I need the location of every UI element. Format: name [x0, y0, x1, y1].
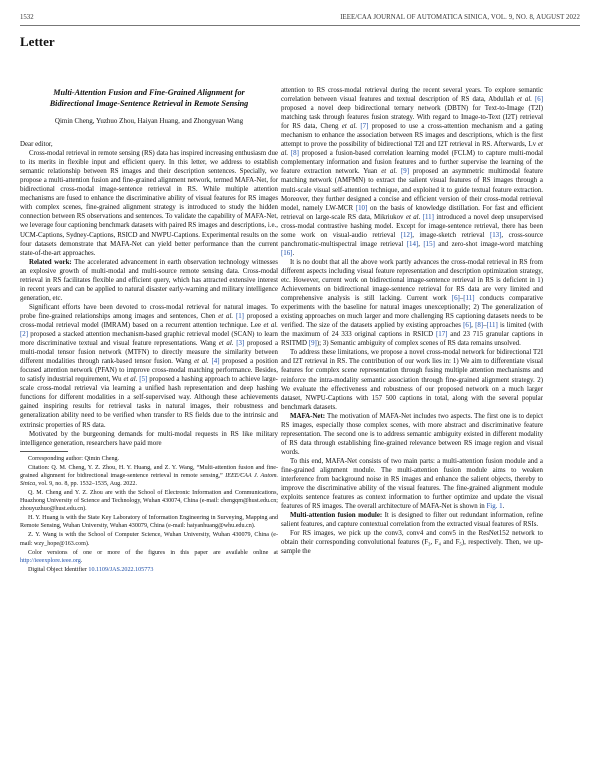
- text-span: proposed to use a cross-attention mechanism and a gating mechanism to enhance the association between RS images and descriptions, which is the first attempt to prove the possibility of bidirectional T2I and I2T retrieval in RS. Afterwards, Lv: [281, 123, 543, 149]
- fusion-module-heading: Multi-attention fusion module:: [290, 512, 383, 520]
- text-span: ,: [418, 240, 420, 248]
- journal-header: IEEE/CAA JOURNAL OF AUTOMATICA SINICA, VOL. 9, NO. 8, AUGUST 2022: [340, 14, 580, 21]
- citation-link[interactable]: [10]: [355, 204, 368, 212]
- left-column: [20, 86, 278, 766]
- text-span: proposed a stacked attention mechanism-based graphic retrieval model (SCAN) to learn more discriminative textual and visual feature representations. Wang: [20, 331, 278, 348]
- citation-link[interactable]: [15]: [423, 240, 435, 248]
- page-number: 1532: [20, 14, 34, 21]
- doi-note: [20, 566, 278, 574]
- citation-link[interactable]: [6]: [463, 322, 472, 330]
- citation-link[interactable]: [11]: [422, 213, 434, 221]
- citation-link[interactable]: [9]: [400, 168, 410, 176]
- text-span: –: [483, 322, 487, 330]
- text-span: Significant efforts have been devoted to cross-modal retrieval for natural images. To probe fine-grained relationships among images and sentences, Chen: [20, 303, 278, 320]
- text-span: .: [292, 249, 295, 257]
- affiliation-note-3: Z. Y. Wang is with the School of Computer Science, Wuhan University, Wuhan 430079, China (e-mail: wzy_hope@163.com).: [20, 532, 278, 547]
- text-span: proposed a cross-modal retrieval model (IMRAM) based on a recurrent attention technique. Lee: [20, 312, 278, 329]
- text-span: is limited (with the maximum of 24 333 original captions in RSICD: [281, 322, 543, 339]
- text-span: Citation: Q. M. Cheng, Y. Z. Zhou, H. Y. Huang, and Z. Y. Wang, “Multi-attention fusion and fine-grained alignment for bidirectional image-sentence retrieval in remote sensing,”: [20, 464, 278, 479]
- citation-link[interactable]: [12]: [400, 231, 413, 239]
- text-span: It is no doubt that all the above work partly advances the cross-modal retrieval in RS from different aspects including visual feature representation and description optimization strategy, etc. However, current work on bidirectional image-sentence retrieval in RS is deficient in 1) Achievements on bidirectional image-sentence retrieval for RS data are very limited and comprehensive analysis is still lacking. Current work: [281, 258, 543, 303]
- text-span: and 23 715 granular captions in RSITMD: [281, 331, 543, 348]
- text-span: proposed an asymmetric multimodal feature matching network (AMFMN) to extract the salient visual features of RS images through a multi-scale visual self-attention technique, and exploited it to guide textual feature extraction. Moreover, they further designed a concise and efficient version of their cross-modal retrieval model, namely LW-MCR: [281, 168, 543, 212]
- text-span: ); 3) Semantic ambiguity of complex scenes of RS data remains unsolved.: [316, 340, 521, 348]
- color-versions-note: [20, 549, 278, 565]
- section-label: Letter: [20, 34, 55, 49]
- text-span: .: [80, 557, 83, 564]
- citation-link[interactable]: [11]: [463, 295, 475, 303]
- natural-image-work-paragraph: [20, 303, 278, 430]
- citation-link[interactable]: [5]: [139, 376, 148, 384]
- text-span: proposed a multi-modal tensor fusion network (MTFN) to directly measure the similarity between different modalities through rank-based tensor fusion. Wang: [20, 340, 278, 366]
- affiliation-note-2: H. Y. Huang is with the State Key Laboratory of Information Engineering in Surveying, Mapping and Remote Sensing, Wuhan University, Wuhan 430079, China (e-mail: haiyanhuang@whu.edu.cn).: [20, 515, 278, 530]
- et-al: et al.: [194, 358, 209, 366]
- architecture-paragraph: [281, 457, 543, 511]
- contribution-paragraph: To address these limitations, we propose a novel cross-modal network for bidirectional T2I and I2T retrieval in RS. The contribution of our work lies in: 1) We aim to differentiate visual features for complex scene representation through fusing multiple attention mechanisms and reinforce the intra-modality semantic association through fine-grained alignment strategy. 2) We evaluate the effectiveness and robustness of our proposed network on a much larger dataset, NWPU-Captions with 157 500 captions in total, along with the several popular benchmark datasets.: [281, 349, 543, 411]
- figure-link[interactable]: Fig. 1: [486, 503, 503, 511]
- et-al: et al.: [263, 321, 278, 329]
- citation-link[interactable]: [16]: [281, 249, 293, 257]
- text-span: It is designed to filter out redundant information, refine salient features, and capture contextual correlation from the extracted visual features of RSIs.: [281, 512, 543, 529]
- et-al: et al.: [516, 96, 532, 104]
- rs-retrieval-paragraph: [281, 86, 543, 258]
- citation-link[interactable]: [13]: [489, 231, 502, 239]
- text-span: proposed a hashing approach to achieve large-scale cross-modal retrieval via learning a unified hash representation and deep hashing functions for different modalities in a self-supervised way. Although these achievements gained inspiring results for retrieval tasks in natural images, their robustness and generalization ability need to be verified when transfer to RS fields due to the intrinsic and extrinsic properties of RS data.: [20, 376, 278, 429]
- abstract-paragraph: Cross-modal retrieval in remote sensing (RS) data has inspired increasing enthusiasm due to its merits in flexible input and efficient query. In this letter, we address to establish semantic relationship between RS images and their description sentences. Specially, we propose a multi-attention fusion and fine-grained alignment network, termed MAFA-Net, for bidirectional cross-modal image-sentence retrieval in RS. While multiple attention mechanisms are fused to enhance the discriminative ability of visual features for RS images with complex scenes, fine-grained alignment strategy is introduced to study the hidden connection between RS observations and sentences. To validate the capability of MAFA-Net, we leverage four captioning benchmark datasets with paired RS images and descriptions, i.e., UCM-Captions, Sydney-Captions, RSICD and NWPU-Captions. Experimental results on the four datasets demonstrate that MAFA-Net can yield better performance than the current state-of-the-art approaches.: [20, 150, 278, 257]
- text-span: proposed a fusion-based correlation learning model (FCLM) to capture multi-modal complementary information and fusion features and to further supervise the learning of the feature extraction network. Yuan: [281, 150, 543, 176]
- citation-link[interactable]: [9]: [308, 340, 317, 348]
- text-span: on the basis of knowledge distillation. For fast and efficient retrieval on large-scale RS data, Mikriukov: [281, 204, 543, 221]
- author-list: Qimin Cheng, Yuzhuo Zhou, Haiyan Huang, and Zhongyuan Wang: [54, 117, 244, 125]
- footnotes: [20, 455, 278, 574]
- et-al: et al.: [218, 340, 234, 348]
- ieeexplore-link[interactable]: http://ieeexplore.ieee.org: [20, 557, 81, 564]
- et-al: et al.: [405, 213, 421, 221]
- paper-title-line-2: Bidirectional Image-Sentence Retrieval in Remote Sensing: [49, 98, 249, 108]
- related-work-paragraph: [20, 258, 278, 303]
- motivation-paragraph: Motivated by the burgeoning demands for multi-modal requests in RS like military intelligence generation, researchers have paid more: [20, 430, 278, 447]
- limitations-paragraph: [281, 258, 543, 348]
- citation-link[interactable]: [4]: [211, 358, 220, 366]
- paper-title-line-1: Multi-Attention Fusion and Fine-Grained Alignment for: [53, 88, 245, 97]
- text-span: , cross-source panchromatic-multispectral image retrieval: [281, 231, 543, 248]
- text-span: , image-sketch retrieval: [412, 231, 485, 239]
- text-span: , vol. 9, no. 8, pp. 1532–1535, Aug. 2022.: [35, 480, 137, 487]
- corresponding-author-note: Corresponding author: Qimin Cheng.: [28, 455, 120, 462]
- text-span: .: [502, 503, 505, 511]
- citation-note: [20, 464, 278, 488]
- doi-label: Digital Object Identifier: [28, 566, 87, 573]
- citation-link[interactable]: [2]: [20, 331, 29, 339]
- text-span: conducts comparative experiments with the baseline for natural images unexceptionally; 2) The generalization of existing approaches on much larger and more challenging RS captioning datasets needs to be verified. The size of the datasets applied by existing approaches: [281, 295, 543, 330]
- citation-link[interactable]: [7]: [360, 123, 369, 131]
- header-rule: [20, 25, 580, 26]
- salutation: Dear editor,: [20, 141, 53, 149]
- text-span: attention to RS cross-modal retrieval during the recent several years. To explore semantic correlation between visual features and textual description of RS data, Abdullah: [281, 87, 543, 104]
- paper-title: [20, 88, 278, 109]
- citation-link[interactable]: [8]: [290, 150, 299, 158]
- et-al: et al.: [381, 168, 398, 176]
- text-span: Color versions of one or more of the figures in this paper are available online at: [28, 549, 278, 556]
- mafa-net-paragraph: [281, 412, 543, 457]
- text-span: To this end, MAFA-Net consists of two main parts: a multi-attention fusion module and a fine-grained alignment module. The multi-attention fusion module aims to weaken interference from background noise in RS images and enhance the salient objects, thereby to improve the discriminative ability of the visual features. The fine-grained alignment module exploits sentence features as context information to further optimize and update the visual features of RS images. The overall architecture of MAFA-Net is shown in: [281, 457, 543, 511]
- journal-name: IEEE/CAA J. Autom. Sinica: [20, 472, 278, 487]
- mafa-net-heading: MAFA-Net:: [290, 412, 326, 420]
- text-span: The motivation of MAFA-Net includes two aspects. The first one is to depict RS images, especially those complex scenes, with more abstract and discriminative feature representation. The second one is to address semantic ambiguity existed in different modality of RS data through establishing fine-grained relevance between RS image region and visual words.: [281, 412, 543, 456]
- fusion-module-paragraph: [281, 511, 543, 529]
- related-work-text: The accelerated advancement in earth observation technology witnesses an explosive growth of multi-modal and multi-source remote sensing data. Cross-modal retrieval in RS facilitates flexible and efficient query, which has attracted extensive interest in recent years and can be applied to natural disaster early-warning and military intelligence generation, etc.: [20, 258, 278, 302]
- citation-link[interactable]: [6]: [534, 96, 543, 104]
- text-span: and zero-shot image-word matching: [438, 240, 543, 248]
- citation-link[interactable]: [8]: [475, 322, 484, 330]
- text-span: –: [459, 295, 464, 303]
- related-work-heading: Related work:: [29, 258, 72, 266]
- citation-link[interactable]: [6]: [451, 295, 460, 303]
- et-al: et al.: [281, 141, 543, 158]
- et-al: et al.: [218, 312, 234, 320]
- et-al: et al.: [341, 123, 358, 131]
- conv-features-paragraph: For RS images, we pick up the conv3, conv4 and conv5 in the ResNet152 network to obtain their corresponding convolutional features (F₃, F₄ and F₅), respectively. Then, we up-sample the: [281, 530, 543, 556]
- running-head: [20, 14, 580, 24]
- citation-link[interactable]: [11]: [486, 322, 498, 330]
- right-column: [281, 86, 543, 766]
- citation-link[interactable]: [1]: [235, 312, 244, 320]
- text-span: ,: [471, 322, 473, 330]
- citation-link[interactable]: [17]: [435, 331, 448, 339]
- text-span: proposed a novel deep bidirectional ternary network (DBTN) for Text-to-Image (T2I) matching task through features fusion strategy. With regard to Image-to-Text (I2T) retrieval for RS data, Cheng: [281, 105, 543, 131]
- citation-link[interactable]: [3]: [236, 340, 245, 348]
- footnote-separator: [20, 451, 68, 452]
- doi-link[interactable]: 10.1109/JAS.2022.105773: [88, 566, 154, 573]
- text-span: introduced a novel deep unsupervised cross-modal contrastive hashing model. Except for image-sentence retrieval, there has been some work on visual-audio retrieval: [281, 213, 543, 239]
- affiliation-note-1: Q. M. Cheng and Y. Z. Zhou are with the School of Electronic Information and Communications, Huazhong University of Science and Technology, Wuhan 430074, China (e-mail: chengqm@hust.edu.cn; zhouyuzhuo@hust.edu.cn).: [20, 490, 278, 513]
- text-span: proposed a position focused attention network (PFAN) to improve cross-modal matching performance. Besides, to satisfy industrial requirement, Wu: [20, 358, 278, 384]
- citation-link[interactable]: [14]: [406, 240, 419, 248]
- et-al: et al.: [123, 376, 138, 384]
